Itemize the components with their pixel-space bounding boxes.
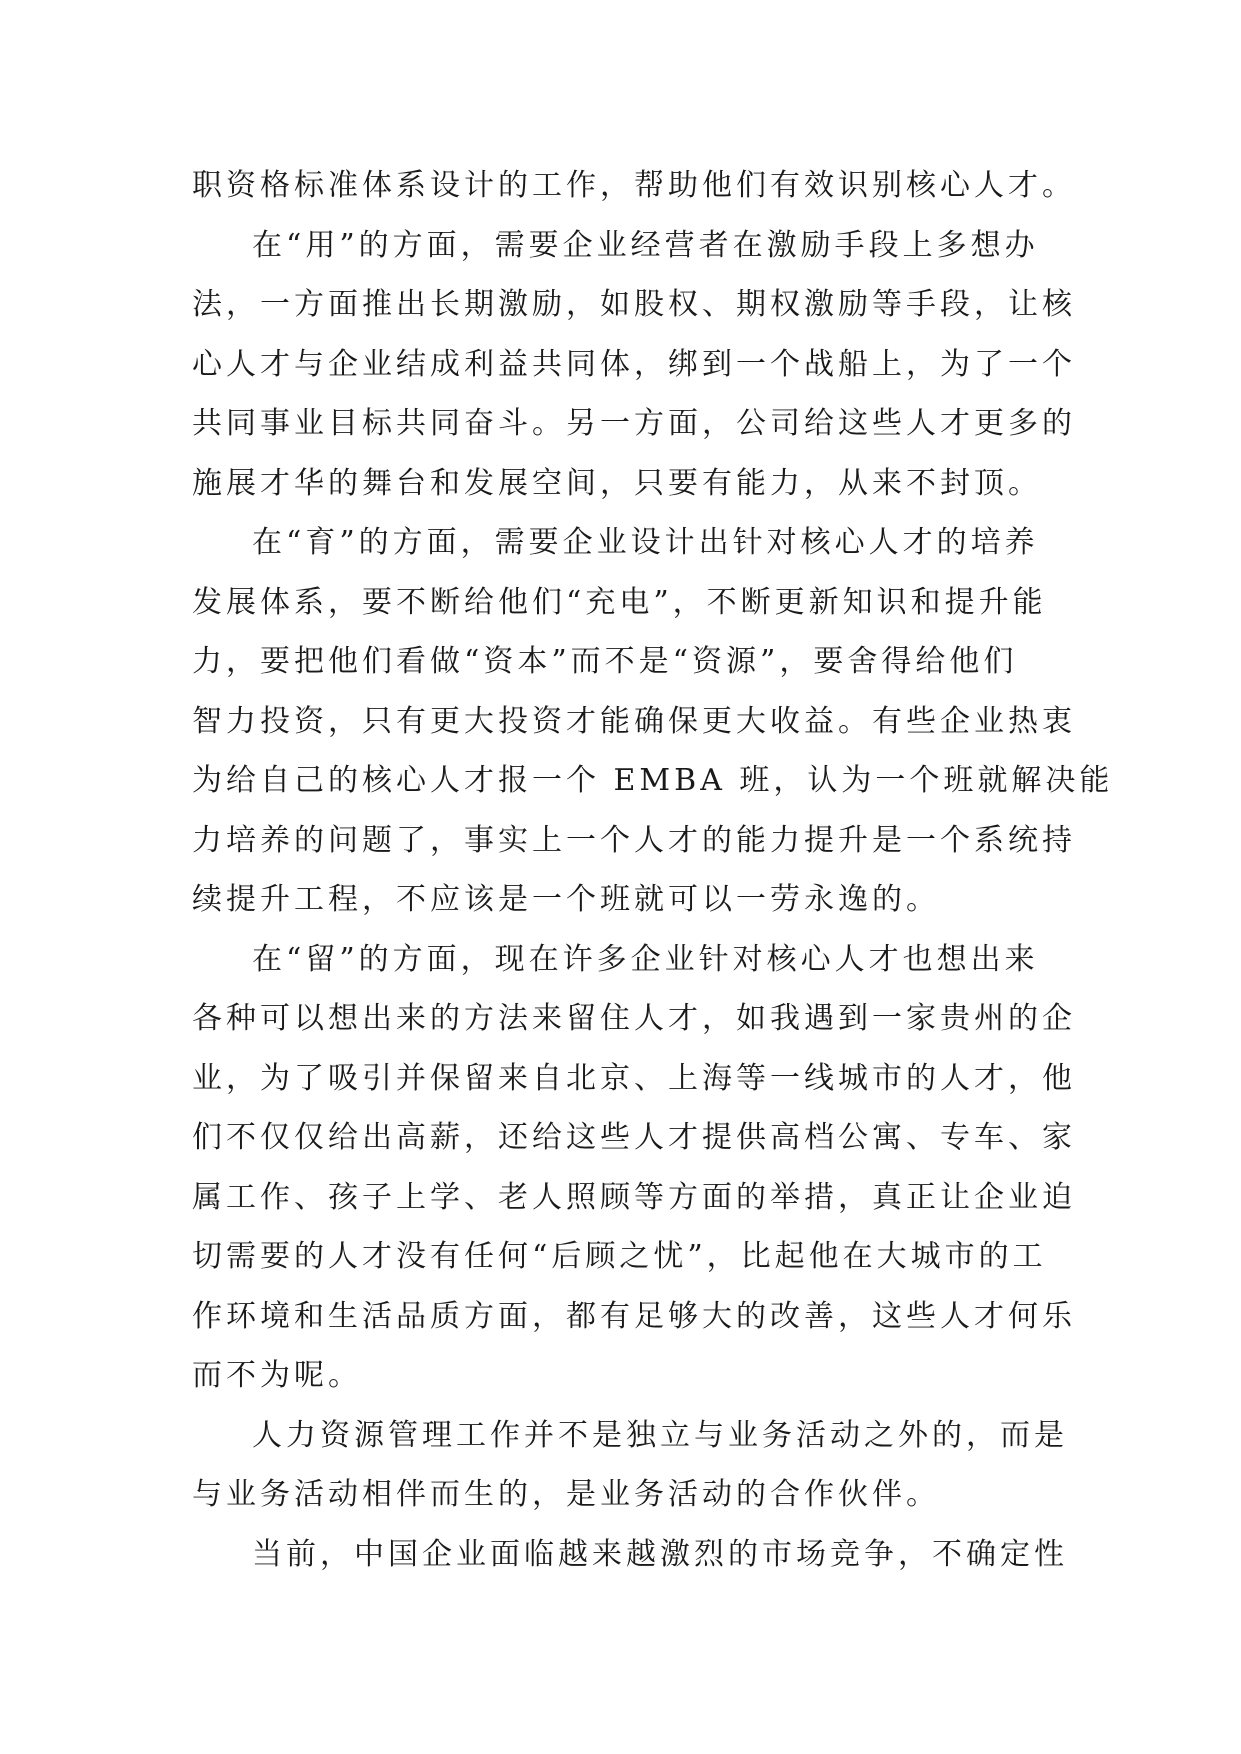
text-line: 各种可以想出来的方法来留住人才，如我遇到一家贵州的企: [192, 1001, 1076, 1036]
text-line: 在“用”的方面，需要企业经营者在激励手段上多想办: [252, 227, 1039, 263]
text-line: 在“留”的方面，现在许多企业针对核心人才也想出来: [252, 941, 1039, 977]
text-line: 职资格标准体系设计的工作，帮助他们有效识别核心人才。: [192, 168, 1076, 203]
text-line: 续提升工程，不应该是一个班就可以一劳永逸的。: [192, 882, 940, 917]
text-line: 们不仅仅给出高薪，还给这些人才提供高档公寓、专车、家: [192, 1120, 1076, 1155]
text-line: 人力资源管理工作并不是独立与业务活动之外的，而是: [252, 1417, 1068, 1453]
text-line: 与业务活动相伴而生的，是业务活动的合作伙伴。: [192, 1477, 940, 1512]
text-line: 切需要的人才没有任何“后顾之忧”，比起他在大城市的工: [192, 1239, 1047, 1274]
text-line: 力培养的问题了，事实上一个人才的能力提升是一个系统持: [192, 822, 1076, 858]
text-line: 而不为呢。: [192, 1358, 362, 1393]
text-line: 为给自己的核心人才报一个 EMBA 班，认为一个班就解决能: [192, 763, 1114, 798]
body-text: [192, 156, 1114, 1584]
text-line: 业，为了吸引并保留来自北京、上海等一线城市的人才，他: [192, 1060, 1076, 1096]
text-line: 心人才与企业结成利益共同体，绑到一个战船上，为了一个: [192, 346, 1076, 382]
text-line: 法，一方面推出长期激励，如股权、期权激励等手段，让核: [192, 287, 1076, 322]
text-line: 属工作、孩子上学、老人照顾等方面的举措，真正让企业迫: [192, 1179, 1076, 1215]
text-line: 共同事业目标共同奋斗。另一方面，公司给这些人才更多的: [192, 406, 1076, 441]
text-line: 作环境和生活品质方面，都有足够大的改善，这些人才何乐: [192, 1298, 1076, 1334]
text-line: 施展才华的舞台和发展空间，只要有能力，从来不封顶。: [192, 465, 1042, 501]
text-line: 当前，中国企业面临越来越激烈的市场竞争，不确定性: [252, 1536, 1068, 1572]
text-line: 力，要把他们看做“资本”而不是“资源”，要舍得给他们: [192, 644, 1018, 679]
text-line: 智力投资，只有更大投资才能确保更大收益。有些企业热衷: [192, 703, 1076, 739]
text-line: 在“育”的方面，需要企业设计出针对核心人才的培养: [252, 525, 1039, 560]
text-line: 发展体系，要不断给他们“充电”，不断更新知识和提升能: [192, 584, 1047, 620]
